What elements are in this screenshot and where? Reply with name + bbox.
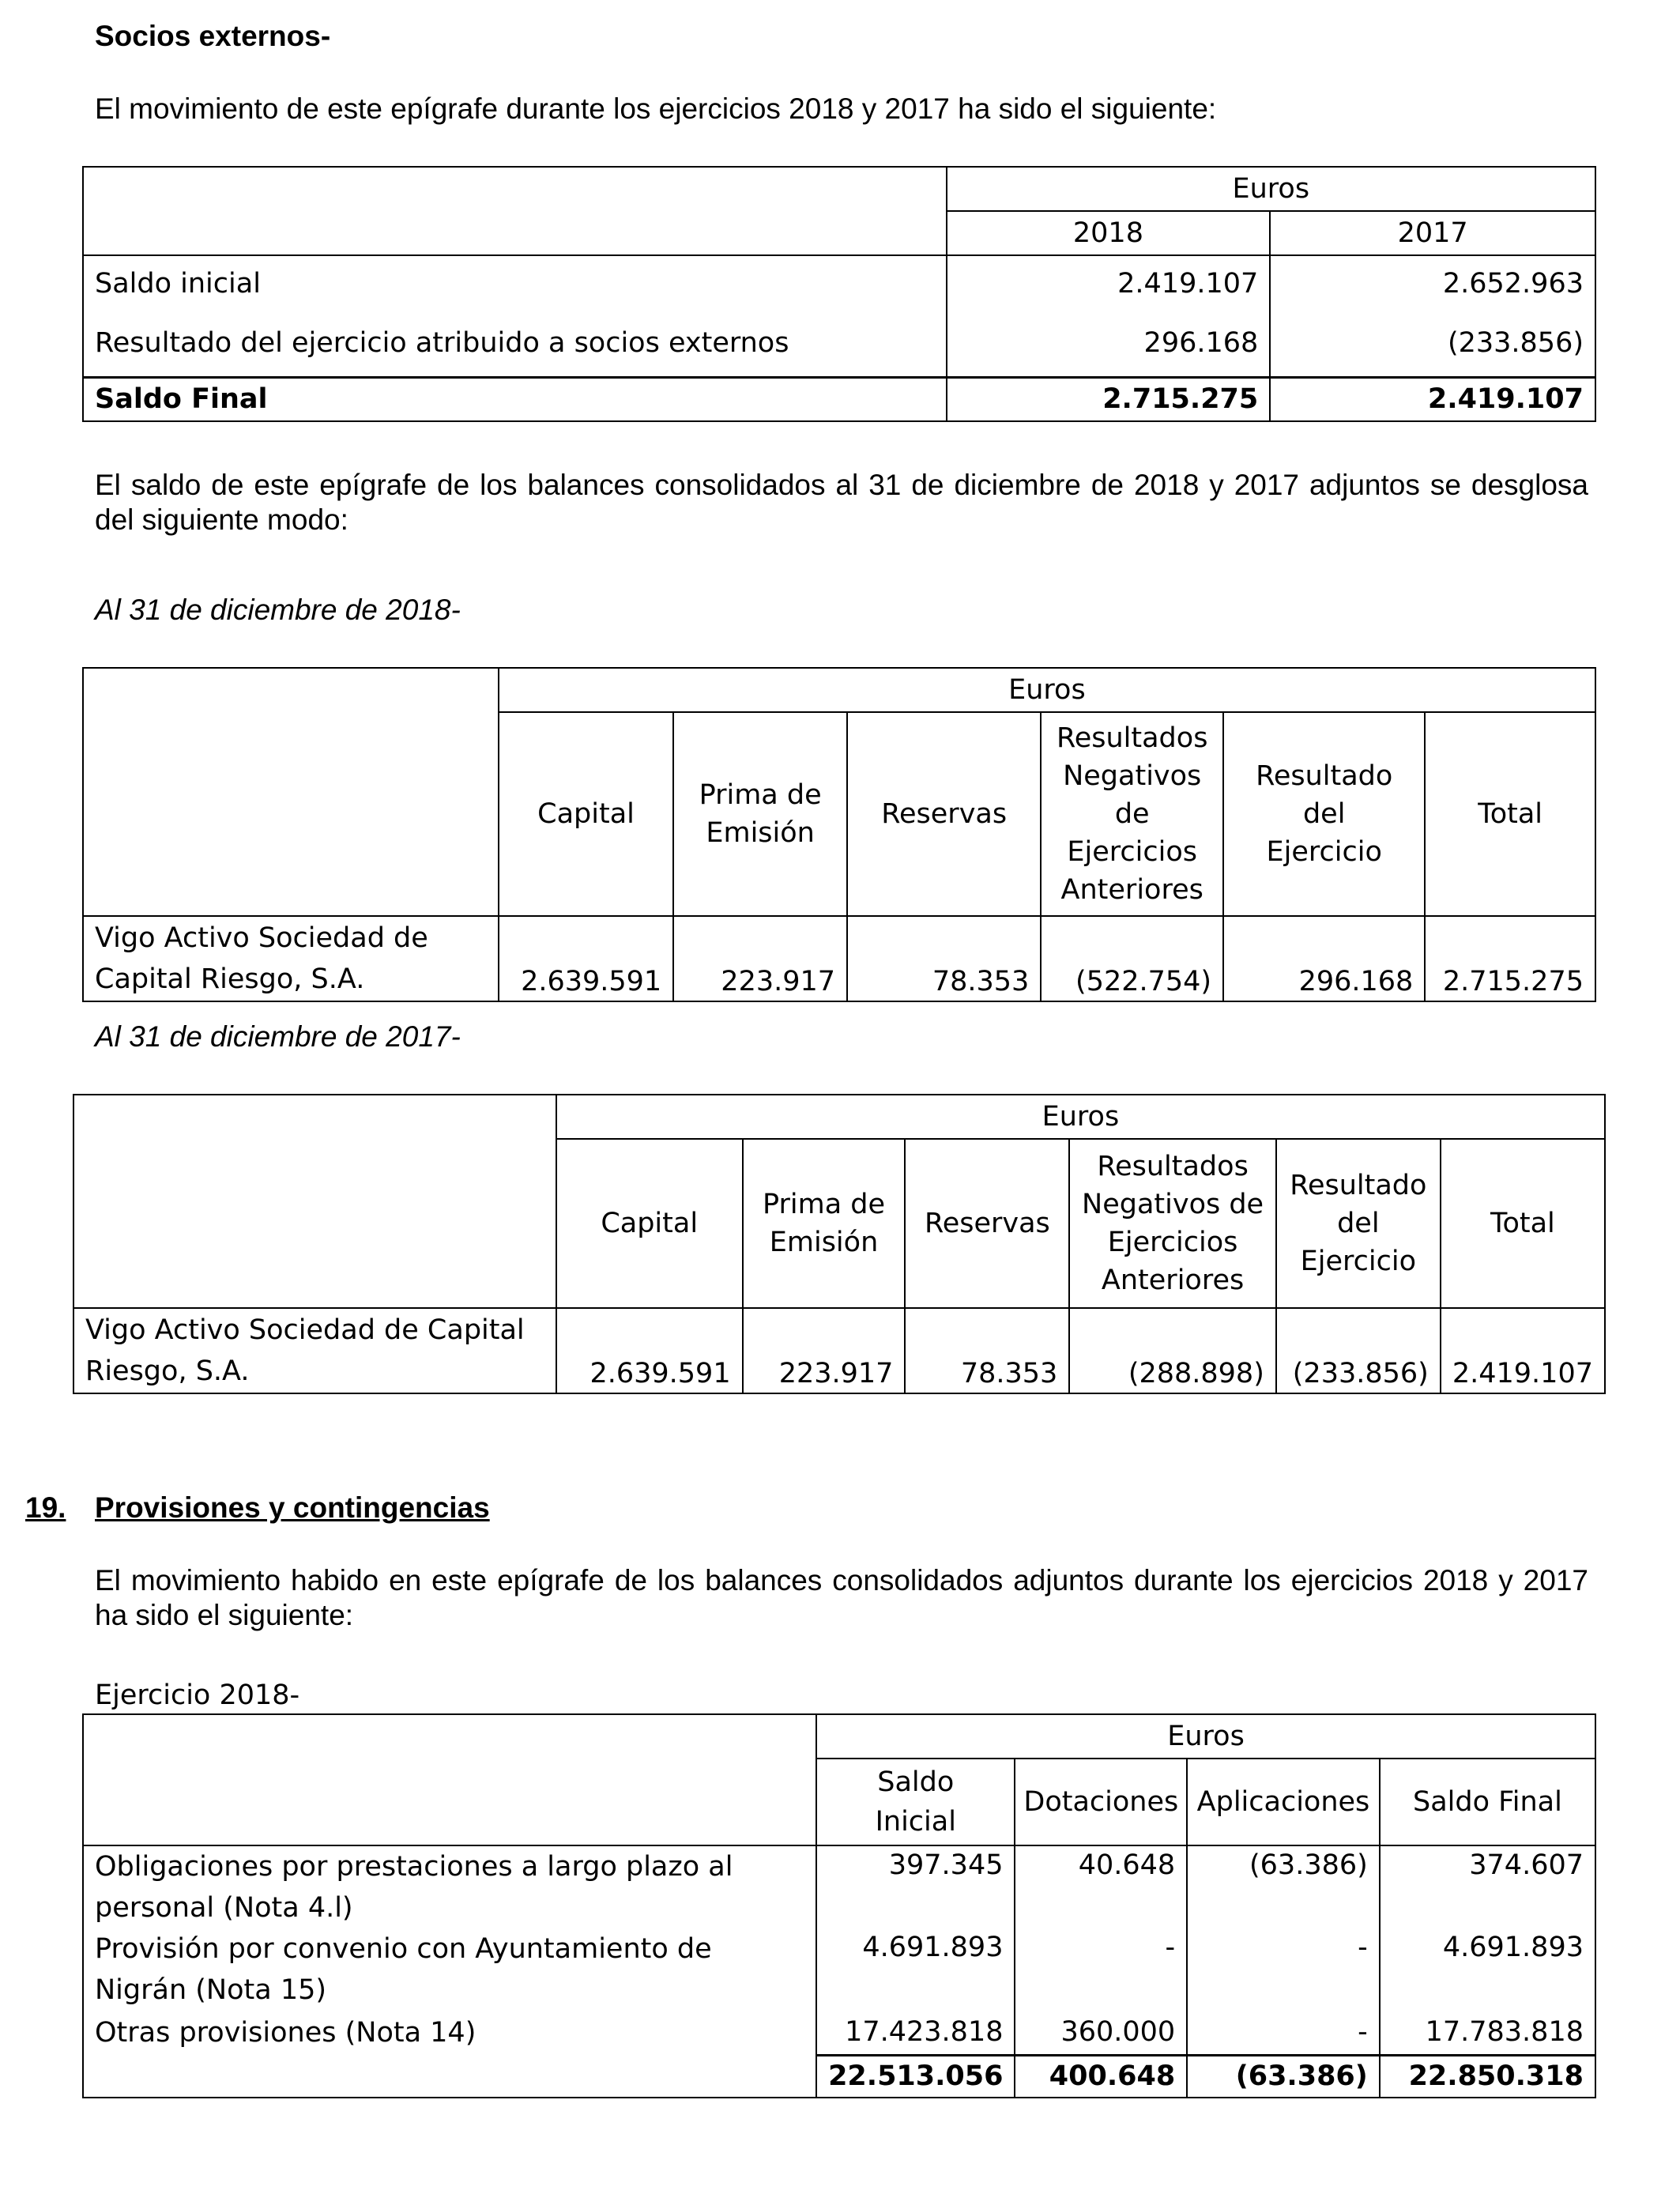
table-row xyxy=(83,255,1595,311)
caption-2018: Al 31 de diciembre de 2018- xyxy=(95,594,461,626)
breakdown-2017-unit: Euros xyxy=(556,1095,1605,1139)
total-2017: 2.419.107 xyxy=(1270,377,1595,421)
total-dotaciones: 400.648 xyxy=(1015,2055,1187,2098)
header-capital: Capital xyxy=(499,712,673,916)
value-reservas: 78.353 xyxy=(905,1308,1069,1393)
header-total: Total xyxy=(1425,712,1595,916)
row-label: Saldo inicial xyxy=(83,255,947,311)
value-resultado: (233.856) xyxy=(1276,1308,1441,1393)
header-resultado: Resultado del Ejercicio xyxy=(1276,1139,1441,1308)
value-dotaciones: 360.000 xyxy=(1015,2011,1187,2055)
breakdown-2017-corner xyxy=(73,1095,556,1308)
total-row xyxy=(83,2055,1595,2098)
value-prima: 223.917 xyxy=(743,1308,906,1393)
provisiones-corner xyxy=(83,1714,816,1845)
row-label: Provisión por convenio con Ayuntamiento de Nigrán (Nota 15) xyxy=(83,1928,816,2011)
breakdown-2018-corner xyxy=(83,668,499,916)
table-row xyxy=(73,1308,1605,1393)
total-saldo-inicial: 22.513.056 xyxy=(816,2055,1015,2098)
total-row xyxy=(83,377,1595,421)
value-2018: 2.419.107 xyxy=(947,255,1271,311)
row-label: Resultado del ejercicio atribuido a socios externos xyxy=(83,311,947,377)
value-dotaciones: 40.648 xyxy=(1015,1845,1187,1928)
header-total: Total xyxy=(1441,1139,1605,1308)
caption-2017: Al 31 de diciembre de 2017- xyxy=(95,1020,461,1053)
socios-table-corner xyxy=(83,167,947,255)
value-2017: (233.856) xyxy=(1270,311,1595,377)
socios-year-2018: 2018 xyxy=(947,211,1271,255)
value-capital: 2.639.591 xyxy=(556,1308,743,1393)
total-saldo-final: 22.850.318 xyxy=(1380,2055,1595,2098)
header-saldo-final: Saldo Final xyxy=(1380,1759,1595,1845)
value-total: 2.715.275 xyxy=(1425,916,1595,1001)
caption-ejercicio-2018: Ejercicio 2018- xyxy=(95,1679,300,1711)
value-saldo-inicial: 397.345 xyxy=(816,1845,1015,1928)
entity-label: Vigo Activo Sociedad de Capital Riesgo, S.A. xyxy=(73,1308,556,1393)
header-resultados-negativos: Resultados Negativos de Ejercicios Anteriores xyxy=(1069,1139,1276,1308)
value-capital: 2.639.591 xyxy=(499,916,673,1001)
value-aplicaciones: - xyxy=(1187,1928,1380,2011)
header-prima: Prima de Emisión xyxy=(743,1139,906,1308)
row-label: Otras provisiones (Nota 14) xyxy=(83,2011,816,2055)
section-title-provisiones: Provisiones y contingencias xyxy=(95,1491,490,1524)
socios-intro: El movimiento de este epígrafe durante los ejercicios 2018 y 2017 ha sido el siguiente: xyxy=(95,92,1217,125)
value-resultado: 296.168 xyxy=(1223,916,1425,1001)
section-number-19: 19. xyxy=(25,1491,66,1524)
total-aplicaciones: (63.386) xyxy=(1187,2055,1380,2098)
header-saldo-inicial: Saldo Inicial xyxy=(816,1759,1015,1845)
header-prima: Prima de Emisión xyxy=(673,712,847,916)
header-resultado: Resultado del Ejercicio xyxy=(1223,712,1425,916)
value-aplicaciones: - xyxy=(1187,2011,1380,2055)
value-saldo-final: 374.607 xyxy=(1380,1845,1595,1928)
breakdown-2018-table xyxy=(82,667,1596,1002)
value-dotaciones: - xyxy=(1015,1928,1187,2011)
table-row xyxy=(83,1928,1595,2011)
header-reservas: Reservas xyxy=(847,712,1041,916)
value-saldo-inicial: 4.691.893 xyxy=(816,1928,1015,2011)
table-row xyxy=(83,311,1595,377)
value-reservas: 78.353 xyxy=(847,916,1041,1001)
row-label: Obligaciones por prestaciones a largo plazo al personal (Nota 4.l) xyxy=(83,1845,816,1928)
header-resultados-negativos: Resultados Negativos de Ejercicios Anteriores xyxy=(1041,712,1223,916)
value-total: 2.419.107 xyxy=(1441,1308,1605,1393)
value-saldo-final: 4.691.893 xyxy=(1380,1928,1595,2011)
section-heading-socios: Socios externos- xyxy=(95,20,331,52)
table-row xyxy=(83,1845,1595,1928)
entity-label: Vigo Activo Sociedad de Capital Riesgo, S.A. xyxy=(83,916,499,1001)
provisiones-unit: Euros xyxy=(816,1714,1595,1759)
header-dotaciones: Dotaciones xyxy=(1015,1759,1187,1845)
value-resultados-negativos: (288.898) xyxy=(1069,1308,1276,1393)
value-resultados-negativos: (522.754) xyxy=(1041,916,1223,1001)
breakdown-intro: El saldo de este epígrafe de los balances consolidados al 31 de diciembre de 2018 y 2017 adjuntos se desglosa del siguiente modo: xyxy=(95,469,1588,536)
provisiones-table xyxy=(82,1713,1596,2098)
total-label: Saldo Final xyxy=(83,377,947,421)
table-row xyxy=(83,2011,1595,2055)
total-2018: 2.715.275 xyxy=(947,377,1271,421)
total-label-cell xyxy=(83,2055,816,2098)
value-saldo-inicial: 17.423.818 xyxy=(816,2011,1015,2055)
value-2018: 296.168 xyxy=(947,311,1271,377)
value-2017: 2.652.963 xyxy=(1270,255,1595,311)
breakdown-2017-table xyxy=(73,1094,1606,1394)
value-prima: 223.917 xyxy=(673,916,847,1001)
value-aplicaciones: (63.386) xyxy=(1187,1845,1380,1928)
header-reservas: Reservas xyxy=(905,1139,1069,1308)
header-capital: Capital xyxy=(556,1139,743,1308)
socios-table xyxy=(82,166,1596,422)
socios-year-2017: 2017 xyxy=(1270,211,1595,255)
provisiones-intro: El movimiento habido en este epígrafe de los balances consolidados adjuntos durante los ejercicios 2018 y 2017 ha sido el siguiente: xyxy=(95,1564,1588,1631)
table-row xyxy=(83,916,1595,1001)
value-saldo-final: 17.783.818 xyxy=(1380,2011,1595,2055)
header-aplicaciones: Aplicaciones xyxy=(1187,1759,1380,1845)
socios-unit-header: Euros xyxy=(947,167,1595,211)
breakdown-2018-unit: Euros xyxy=(499,668,1595,712)
